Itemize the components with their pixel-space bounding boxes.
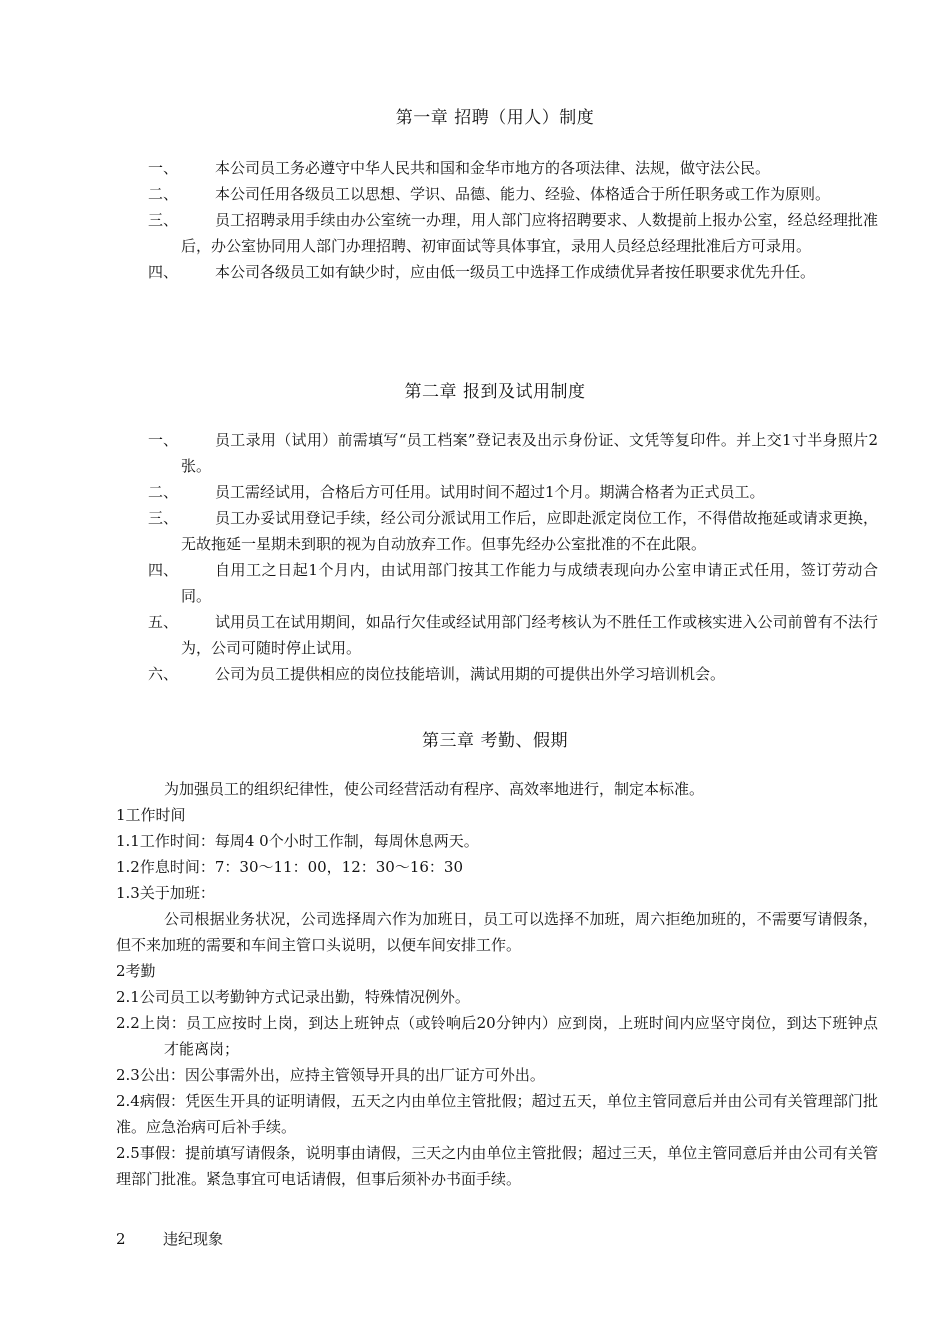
overtime-description: 公司根据业务状况，公司选择周六作为加班日，员工可以选择不加班，周六拒绝加班的，不需要写请假条，但不来加班的需要和车间主管口头说明，以便车间安排工作。 (116, 910, 878, 954)
list-item (148, 557, 878, 609)
section-heading: 1工作时间 (116, 806, 186, 824)
list-text: 自用工之日起1个月内，由试用部门按其工作能力与成绩表现向办公室申请正式任用，签订劳动合同。 (181, 561, 878, 605)
list-marker: 二、 (148, 185, 179, 203)
list-item (148, 609, 878, 661)
section-3-heading (116, 1226, 223, 1252)
list-item (148, 207, 878, 259)
list-item (148, 505, 878, 557)
list-marker: 二、 (148, 483, 179, 501)
section-item: 2.4病假：凭医生开具的证明请假，五天之内由单位主管批假；超过五天，单位主管同意后并由公司有关管理部门批准。应急治病可后补手续。 (116, 1092, 878, 1136)
list-marker: 一、 (148, 159, 179, 177)
list-item (148, 155, 878, 181)
list-text: 员工录用（试用）前需填写“员工档案”登记表及出示身份证、文凭等复印件。并上交1寸半身照片2张。 (181, 431, 878, 475)
section-item: 2.1公司员工以考勤钟方式记录出勤，特殊情况例外。 (116, 988, 470, 1006)
list-item (148, 259, 878, 285)
list-text: 试用员工在试用期间，如品行欠佳或经试用部门经考核认为不胜任工作或核实进入公司前曾有不法行为，公司可随时停止试用。 (181, 613, 878, 657)
list-marker: 一、 (148, 431, 179, 449)
section-heading: 2考勤 (116, 962, 156, 980)
list-marker: 六、 (148, 665, 179, 683)
chapter-2-title: 第二章 报到及试用制度 (404, 382, 586, 402)
section-number: 2 (116, 1230, 126, 1248)
list-marker: 四、 (148, 263, 179, 281)
section-item: 1.2作息时间：7：30～11：00，12：30～16：30 (116, 858, 464, 876)
list-text: 本公司各级员工如有缺少时，应由低一级员工中选择工作成绩优异者按任职要求优先升任。 (215, 263, 816, 281)
list-text: 本公司员工务必遵守中华人民共和国和金华市地方的各项法律、法规，做守法公民。 (215, 159, 771, 177)
list-item (148, 479, 878, 505)
list-text: 公司为员工提供相应的岗位技能培训，满试用期的可提供出外学习培训机会。 (215, 665, 726, 683)
section-item: 1.1工作时间：每周4 0个小时工作制，每周休息两天。 (116, 832, 479, 850)
list-marker: 五、 (148, 613, 179, 631)
chapter-3-intro: 为加强员工的组织纪律性，使公司经营活动有程序、高效率地进行，制定本标准。 (164, 780, 705, 798)
section-item: 1.3关于加班： (116, 884, 215, 902)
list-text: 员工办妥试用登记手续，经公司分派试用工作后，应即赴派定岗位工作，不得借故拖延或请求更换，无故拖延一星期未到职的视为自动放弃工作。但事先经办公室批准的不在此限。 (181, 509, 878, 553)
chapter-1-title: 第一章 招聘（用人）制度 (395, 108, 595, 128)
list-item (148, 661, 878, 687)
list-item (148, 181, 878, 207)
chapter-1-list (148, 155, 878, 285)
list-item (148, 427, 878, 479)
list-marker: 三、 (148, 509, 179, 527)
list-text: 员工需经试用，合格后方可任用。试用时间不超过1个月。期满合格者为正式员工。 (215, 483, 765, 501)
list-marker: 四、 (148, 561, 179, 579)
chapter-2-list (148, 427, 878, 687)
list-marker: 三、 (148, 211, 179, 229)
section-item: 2.2上岗：员工应按时上岗，到达上班钟点（或铃响后20分钟内）应到岗，上班时间内应坚守岗位，到达下班钟点才能离岗； (116, 1014, 878, 1058)
list-text: 本公司任用各级员工以思想、学识、品德、能力、经验、体格适合于所任职务或工作为原则。 (215, 185, 831, 203)
chapter-3-title: 第三章 考勤、假期 (422, 731, 568, 751)
chapter-3-body (116, 776, 878, 1192)
section-title: 违纪现象 (163, 1230, 224, 1248)
list-text: 员工招聘录用手续由办公室统一办理，用人部门应将招聘要求、人数提前上报办公室，经总经理批准后，办公室协同用人部门办理招聘、初审面试等具体事宜，录用人员经总经理批准后方可录用。 (181, 211, 878, 255)
section-item: 2.3公出：因公事需外出，应持主管领导开具的出厂证方可外出。 (116, 1066, 545, 1084)
section-item: 2.5事假：提前填写请假条，说明事由请假，三天之内由单位主管批假；超过三天，单位主管同意后并由公司有关管理部门批准。紧急事宜可电话请假，但事后须补办书面手续。 (116, 1144, 878, 1188)
